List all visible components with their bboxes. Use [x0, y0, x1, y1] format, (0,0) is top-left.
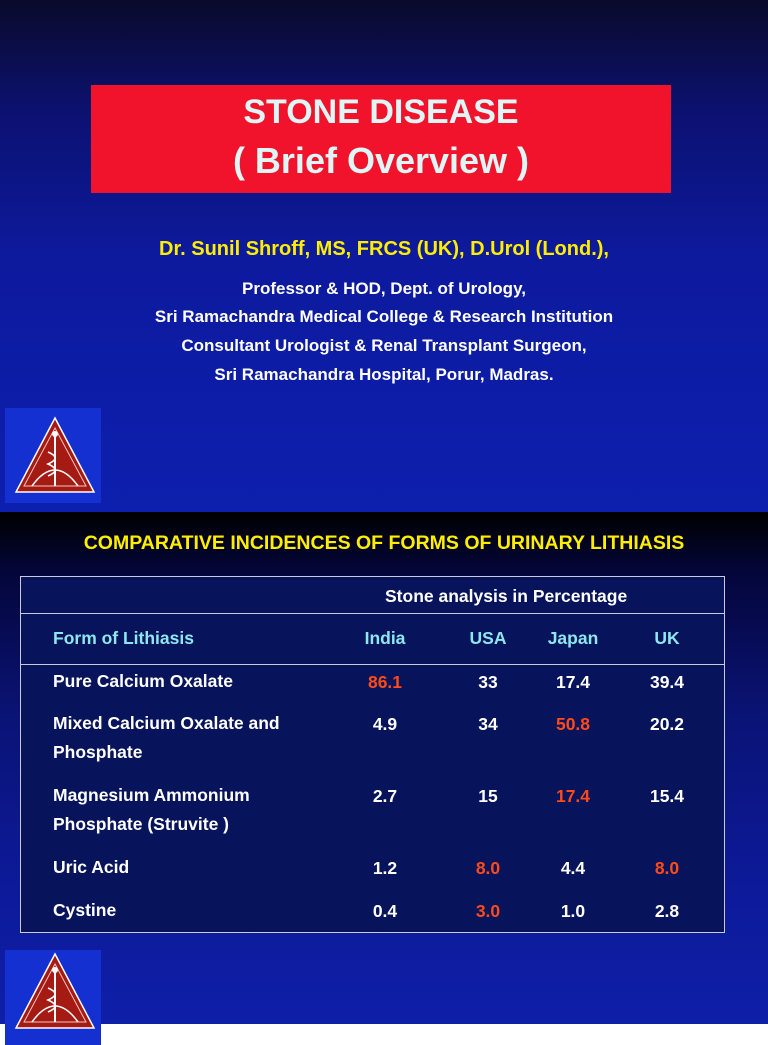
table-divider: [21, 613, 724, 614]
incidence-table: [20, 576, 725, 933]
table-cell: 15: [478, 786, 498, 806]
column-header-japan: Japan: [547, 628, 599, 648]
affiliation-line: Professor & HOD, Dept. of Urology,: [242, 279, 526, 298]
title-main: STONE DISEASE: [243, 93, 519, 131]
table-cell: 1.0: [560, 901, 586, 921]
table-cell: 39.4: [649, 672, 685, 692]
table-cell: 86.1: [367, 672, 403, 692]
table-cell: 8.0: [475, 858, 501, 878]
table-row-label: Pure Calcium Oxalate: [53, 671, 233, 691]
institution-logo-icon: [12, 414, 98, 494]
institution-logo-icon: [12, 950, 98, 1030]
table-row-label: Mixed Calcium Oxalate and Phosphate: [53, 713, 280, 762]
table-row-label: Cystine: [53, 900, 117, 920]
table-cell: 4.9: [372, 714, 398, 734]
title-box: [91, 85, 671, 193]
table-row-label: Uric Acid: [53, 857, 130, 877]
table-row-label: Magnesium Ammonium Phosphate (Struvite ): [53, 785, 250, 834]
affiliation-line: Consultant Urologist & Renal Transplant Surgeon,: [181, 336, 587, 355]
table-caption: Stone analysis in Percentage: [385, 586, 628, 606]
author-name: Dr. Sunil Shroff, MS, FRCS (UK), D.Urol (Lond.),: [159, 238, 609, 260]
affiliation-line: Sri Ramachandra Medical College & Research Institution: [154, 307, 614, 326]
table-divider: [21, 664, 724, 665]
table-cell: 0.4: [372, 901, 398, 921]
slide-heading: COMPARATIVE INCIDENCES OF FORMS OF URINARY LITHIASIS: [83, 532, 685, 554]
table-cell: 3.0: [475, 901, 501, 921]
table-cell: 2.8: [654, 901, 680, 921]
slide-title: [0, 0, 768, 512]
table-cell: 15.4: [649, 786, 685, 806]
table-cell: 8.0: [654, 858, 680, 878]
table-cell: 4.4: [560, 858, 586, 878]
column-header-form: Form of Lithiasis: [53, 628, 194, 648]
table-cell: 17.4: [555, 786, 591, 806]
column-header-uk: UK: [654, 628, 680, 648]
column-header-usa: USA: [469, 628, 507, 648]
table-cell: 20.2: [649, 714, 685, 734]
table-cell: 34: [478, 714, 498, 734]
table-cell: 2.7: [372, 786, 398, 806]
table-cell: 1.2: [372, 858, 398, 878]
title-subtitle: ( Brief Overview ): [232, 140, 530, 181]
column-header-india: India: [364, 628, 406, 648]
table-cell: 17.4: [555, 672, 591, 692]
table-cell: 50.8: [555, 714, 591, 734]
table-cell: 33: [478, 672, 498, 692]
affiliation-line: Sri Ramachandra Hospital, Porur, Madras.: [214, 365, 554, 384]
